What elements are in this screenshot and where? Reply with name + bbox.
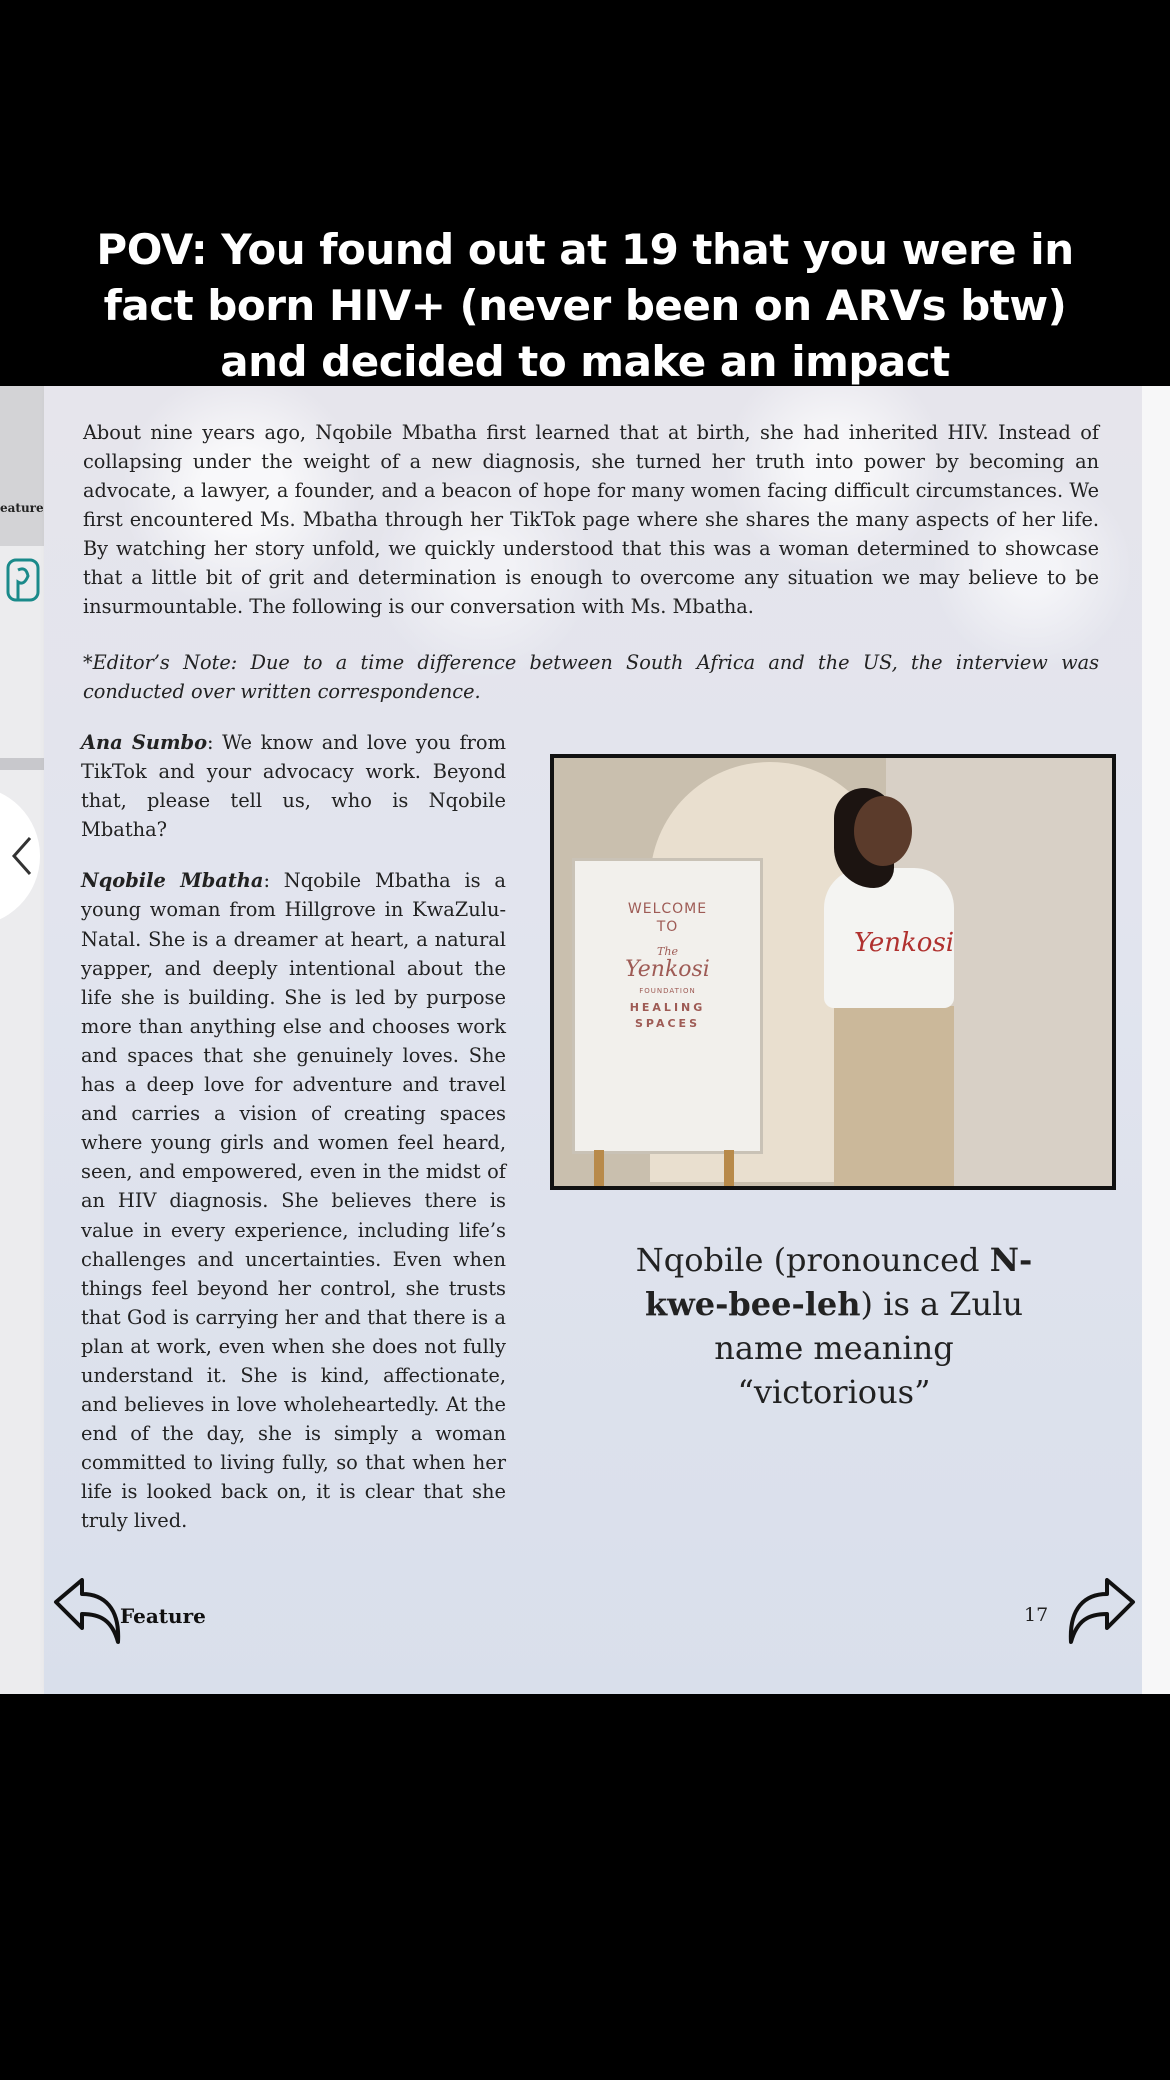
section-label: Feature (120, 1604, 206, 1628)
interview-column (81, 728, 506, 1536)
sign-the: The (657, 945, 678, 958)
chevron-left-icon (10, 836, 34, 876)
answer-text: : Nqobile Mbatha is a young woman from Hillgrove in KwaZulu-Natal. She is a dreamer at heart, a natural yapper, and deeply intentional about the life she is building. She is led by purpose more than anything else and chooses work and spaces that she genuinely loves. She has a deep love for adventure and travel and carries a vision of creating spaces where young girls and women feel heard, seen, and empowered, even in the midst of an HIV diagnosis. She believes there is value in every experience, including life’s challenges and uncertainties. Even when things feel beyond her control, she trusts that God is carrying her and that there is a plan at work, even when she does not fully understand it. She is kind, affectionate, and believes in love wholeheartedly. At the end of the day, she is simply a woman committed to living fully, so that when her life is looked back on, it is clear that she truly lived. (81, 869, 506, 1533)
forward-arrow-icon[interactable] (1047, 1578, 1137, 1650)
sign-spaces: SPACES (635, 1017, 700, 1030)
welcome-sign (572, 858, 763, 1154)
page-edge (1142, 386, 1170, 1694)
answer-paragraph (81, 866, 506, 1535)
easel-leg-right (724, 1150, 734, 1190)
caption-line-2: fact born HIV+ (never been on ARVs btw) (103, 281, 1067, 330)
sign-welcome: WELCOME (627, 901, 708, 917)
previous-page-thumbnail[interactable] (0, 386, 44, 1694)
caption-line-1: POV: You found out at 19 that you were in (96, 225, 1074, 274)
pull-quote-part-2: ) is a Zulu name meaning “victorious” (714, 1285, 1023, 1411)
pull-quote (634, 1238, 1034, 1414)
shirt-logo: Yenkosi (854, 928, 955, 958)
answer-speaker: Nqobile Mbatha (81, 869, 264, 893)
magazine-viewer (0, 386, 1170, 1694)
magazine-logo-icon (6, 558, 40, 608)
previous-page-header (0, 386, 44, 546)
featured-photo (550, 754, 1116, 1190)
pull-quote-part-1: Nqobile (pronounced (635, 1241, 990, 1279)
question-speaker: Ana Sumbo (81, 731, 208, 754)
editor-note: *Editor’s Note: Due to a time difference between South Africa and the US, the interview was conducted over written correspondence. (83, 651, 1099, 703)
pull-quote-pronunciation: N-kwe-bee-leh (645, 1241, 1033, 1323)
caption-line-3: and decided to make an impact (220, 337, 950, 386)
sign-healing: HEALING (629, 1001, 706, 1014)
sign-to: TO (656, 919, 679, 935)
question-paragraph (81, 728, 506, 844)
photo-person-pants (834, 1006, 954, 1186)
previous-page-label: eature (0, 501, 44, 515)
previous-page-divider (0, 758, 44, 770)
question-text: : We know and love you from TikTok and your advocacy work. Beyond that, please tell us, who is Nqobile Mbatha? (81, 731, 506, 842)
easel-leg-left (594, 1150, 604, 1190)
video-caption (0, 222, 1170, 390)
photo-person-head (854, 796, 912, 866)
intro-paragraph: About nine years ago, Nqobile Mbatha first learned that at birth, she had inherited HIV. Instead of collapsing under the weight of a new diagnosis, she turned her truth into power by becoming an advocate, a lawyer, a founder, and a beacon of hope for many women facing difficult circumstances. We first encountered Ms. Mbatha through her TikTok page where she shares the many aspects of her life. By watching her story unfold, we quickly understood that this was a woman determined to showcase that a little bit of grit and determination is enough to overcome any situation we may believe to be insurmountable. The following is our conversation with Ms. Mbatha. (83, 421, 1099, 618)
sign-foundation: FOUNDATION (639, 987, 696, 995)
sign-brand: Yenkosi (625, 957, 710, 982)
page-number: 17 (1024, 1604, 1049, 1626)
magazine-page (44, 386, 1142, 1694)
